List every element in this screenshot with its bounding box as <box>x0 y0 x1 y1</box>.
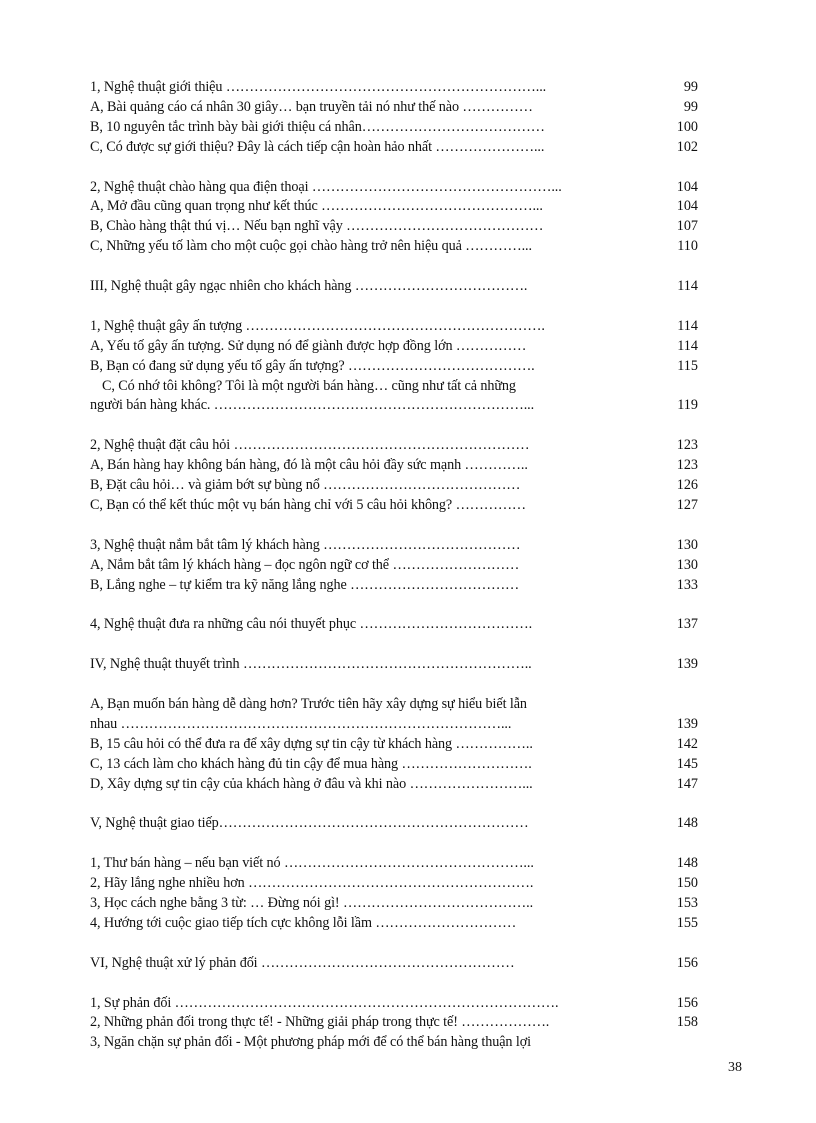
toc-entry: A, Bán hàng hay không bán hàng, đó là một câu hỏi đầy sức mạnh ………….. 123 <box>90 457 698 474</box>
toc-entry: 1, Sự phản đối ………………………………………………………………………. 156 <box>90 994 698 1011</box>
toc-entry: B, Bạn có đang sử dụng yếu tố gây ấn tượng? …………………………………. 115 <box>90 357 698 374</box>
toc-entry: nhau ………………………………………………………………………... 139 <box>90 715 698 732</box>
spacer <box>90 257 698 277</box>
toc-entry: B, Đặt câu hỏi… và giảm bớt sự bùng nổ …………………………………… 126 <box>90 477 698 494</box>
toc-section: III, Nghệ thuật gây ngạc nhiên cho khách hàng ………………………………. 114 <box>90 278 698 295</box>
toc-entry: 2, Nghệ thuật chào hàng qua điện thoại ……………………………………………... 104 <box>90 178 698 195</box>
spacer <box>90 158 698 178</box>
toc-entry-line: A, Bạn muốn bán hàng dễ dàng hơn? Trước tiên hãy xây dựng sự hiểu biết lẫn <box>90 695 527 712</box>
toc-entry: 4, Hướng tới cuộc giao tiếp tích cực không lỗi lầm ………………………… 155 <box>90 914 698 931</box>
page-number: 38 <box>728 1060 742 1075</box>
toc-entry: A, Bài quảng cáo cá nhân 30 giây… bạn truyền tải nó như thế nào …………… 99 <box>90 98 698 115</box>
toc-entry: 2, Nghệ thuật đặt câu hỏi ……………………………………………………… 123 <box>90 437 698 454</box>
toc-entry-line: C, Có nhớ tôi không? Tôi là một người bán hàng… cũng như tất cả những <box>102 377 516 394</box>
toc-entry: 3, Học cách nghe bằng 3 từ: … Đừng nói gì! ………………………………….. 153 <box>90 895 698 911</box>
toc-entry: 2, Những phản đối trong thực tế! - Những giải pháp trong thực tế! ………………. 158 <box>90 1014 698 1031</box>
spacer <box>90 416 698 436</box>
toc-entry: 1, Thư bán hàng – nếu bạn viết nó ……………………………………………... 148 <box>90 855 698 872</box>
toc-section: VI, Nghệ thuật xử lý phản đối ……………………………………………… 156 <box>90 954 698 971</box>
toc-entry: A, Nắm bắt tâm lý khách hàng – đọc ngôn ngữ cơ thể ……………………… 130 <box>90 556 698 573</box>
table-of-contents <box>90 78 698 1053</box>
toc-entry: C, Bạn có thể kết thúc một vụ bán hàng chỉ với 5 câu hỏi không? …………… 127 <box>90 496 698 513</box>
toc-entry: người bán hàng khác. …………………………………………………………... 119 <box>90 397 698 414</box>
spacer <box>90 795 698 815</box>
toc-entry: D, Xây dựng sự tin cậy của khách hàng ở đâu và khi nào ……………………... 147 <box>90 775 698 792</box>
toc-entry: B, 15 câu hỏi có thể đưa ra để xây dựng sự tin cậy từ khách hàng …………….. 142 <box>90 735 698 752</box>
toc-entry: A, Yếu tố gây ấn tượng. Sử dụng nó để giành được hợp đồng lớn …………… 114 <box>90 337 698 354</box>
toc-entry: A, Mở đầu cũng quan trọng như kết thúc ………………………………………... 104 <box>90 198 698 215</box>
toc-entry: 1, Nghệ thuật giới thiệu …………………………………………………………... 99 <box>90 79 698 95</box>
toc-section: IV, Nghệ thuật thuyết trình …………………………………………………….. 139 <box>90 656 698 673</box>
toc-entry: 2, Hãy lắng nghe nhiều hơn ……………………………………………………. 150 <box>90 875 698 892</box>
toc-entry: C, Có được sự giới thiệu? Đây là cách tiếp cận hoàn hảo nhất …………………... 102 <box>90 138 698 155</box>
toc-section: V, Nghệ thuật giao tiếp………………………………………………………… 148 <box>90 815 698 832</box>
toc-entry: 1, Nghệ thuật gây ấn tượng ………………………………………………………. 114 <box>90 317 698 334</box>
spacer <box>90 834 698 854</box>
spacer <box>90 297 698 317</box>
spacer <box>90 675 698 695</box>
spacer <box>90 595 698 615</box>
spacer <box>90 516 698 536</box>
toc-entry: B, 10 nguyên tắc trình bày bài giới thiệu cá nhân………………………………… 100 <box>90 118 698 135</box>
toc-entry: 3, Nghệ thuật nắm bắt tâm lý khách hàng …………………………………… 130 <box>90 536 698 553</box>
toc-entry: B, Lắng nghe – tự kiểm tra kỹ năng lắng nghe ……………………………… 133 <box>90 576 698 593</box>
toc-entry: 4, Nghệ thuật đưa ra những câu nói thuyết phục ………………………………. 137 <box>90 616 698 633</box>
spacer <box>90 635 698 655</box>
toc-entry: B, Chào hàng thật thú vị… Nếu bạn nghĩ vậy …………………………………… 107 <box>90 218 698 235</box>
toc-entry-line: 3, Ngăn chặn sự phản đối - Một phương pháp mới để có thể bán hàng thuận lợi <box>90 1034 531 1051</box>
spacer <box>90 934 698 954</box>
toc-entry: C, Những yếu tố làm cho một cuộc gọi chào hàng trở nên hiệu quả …………... 110 <box>90 238 698 255</box>
toc-entry: C, 13 cách làm cho khách hàng đủ tin cậy để mua hàng ………………………. 145 <box>90 755 698 772</box>
spacer <box>90 974 698 994</box>
